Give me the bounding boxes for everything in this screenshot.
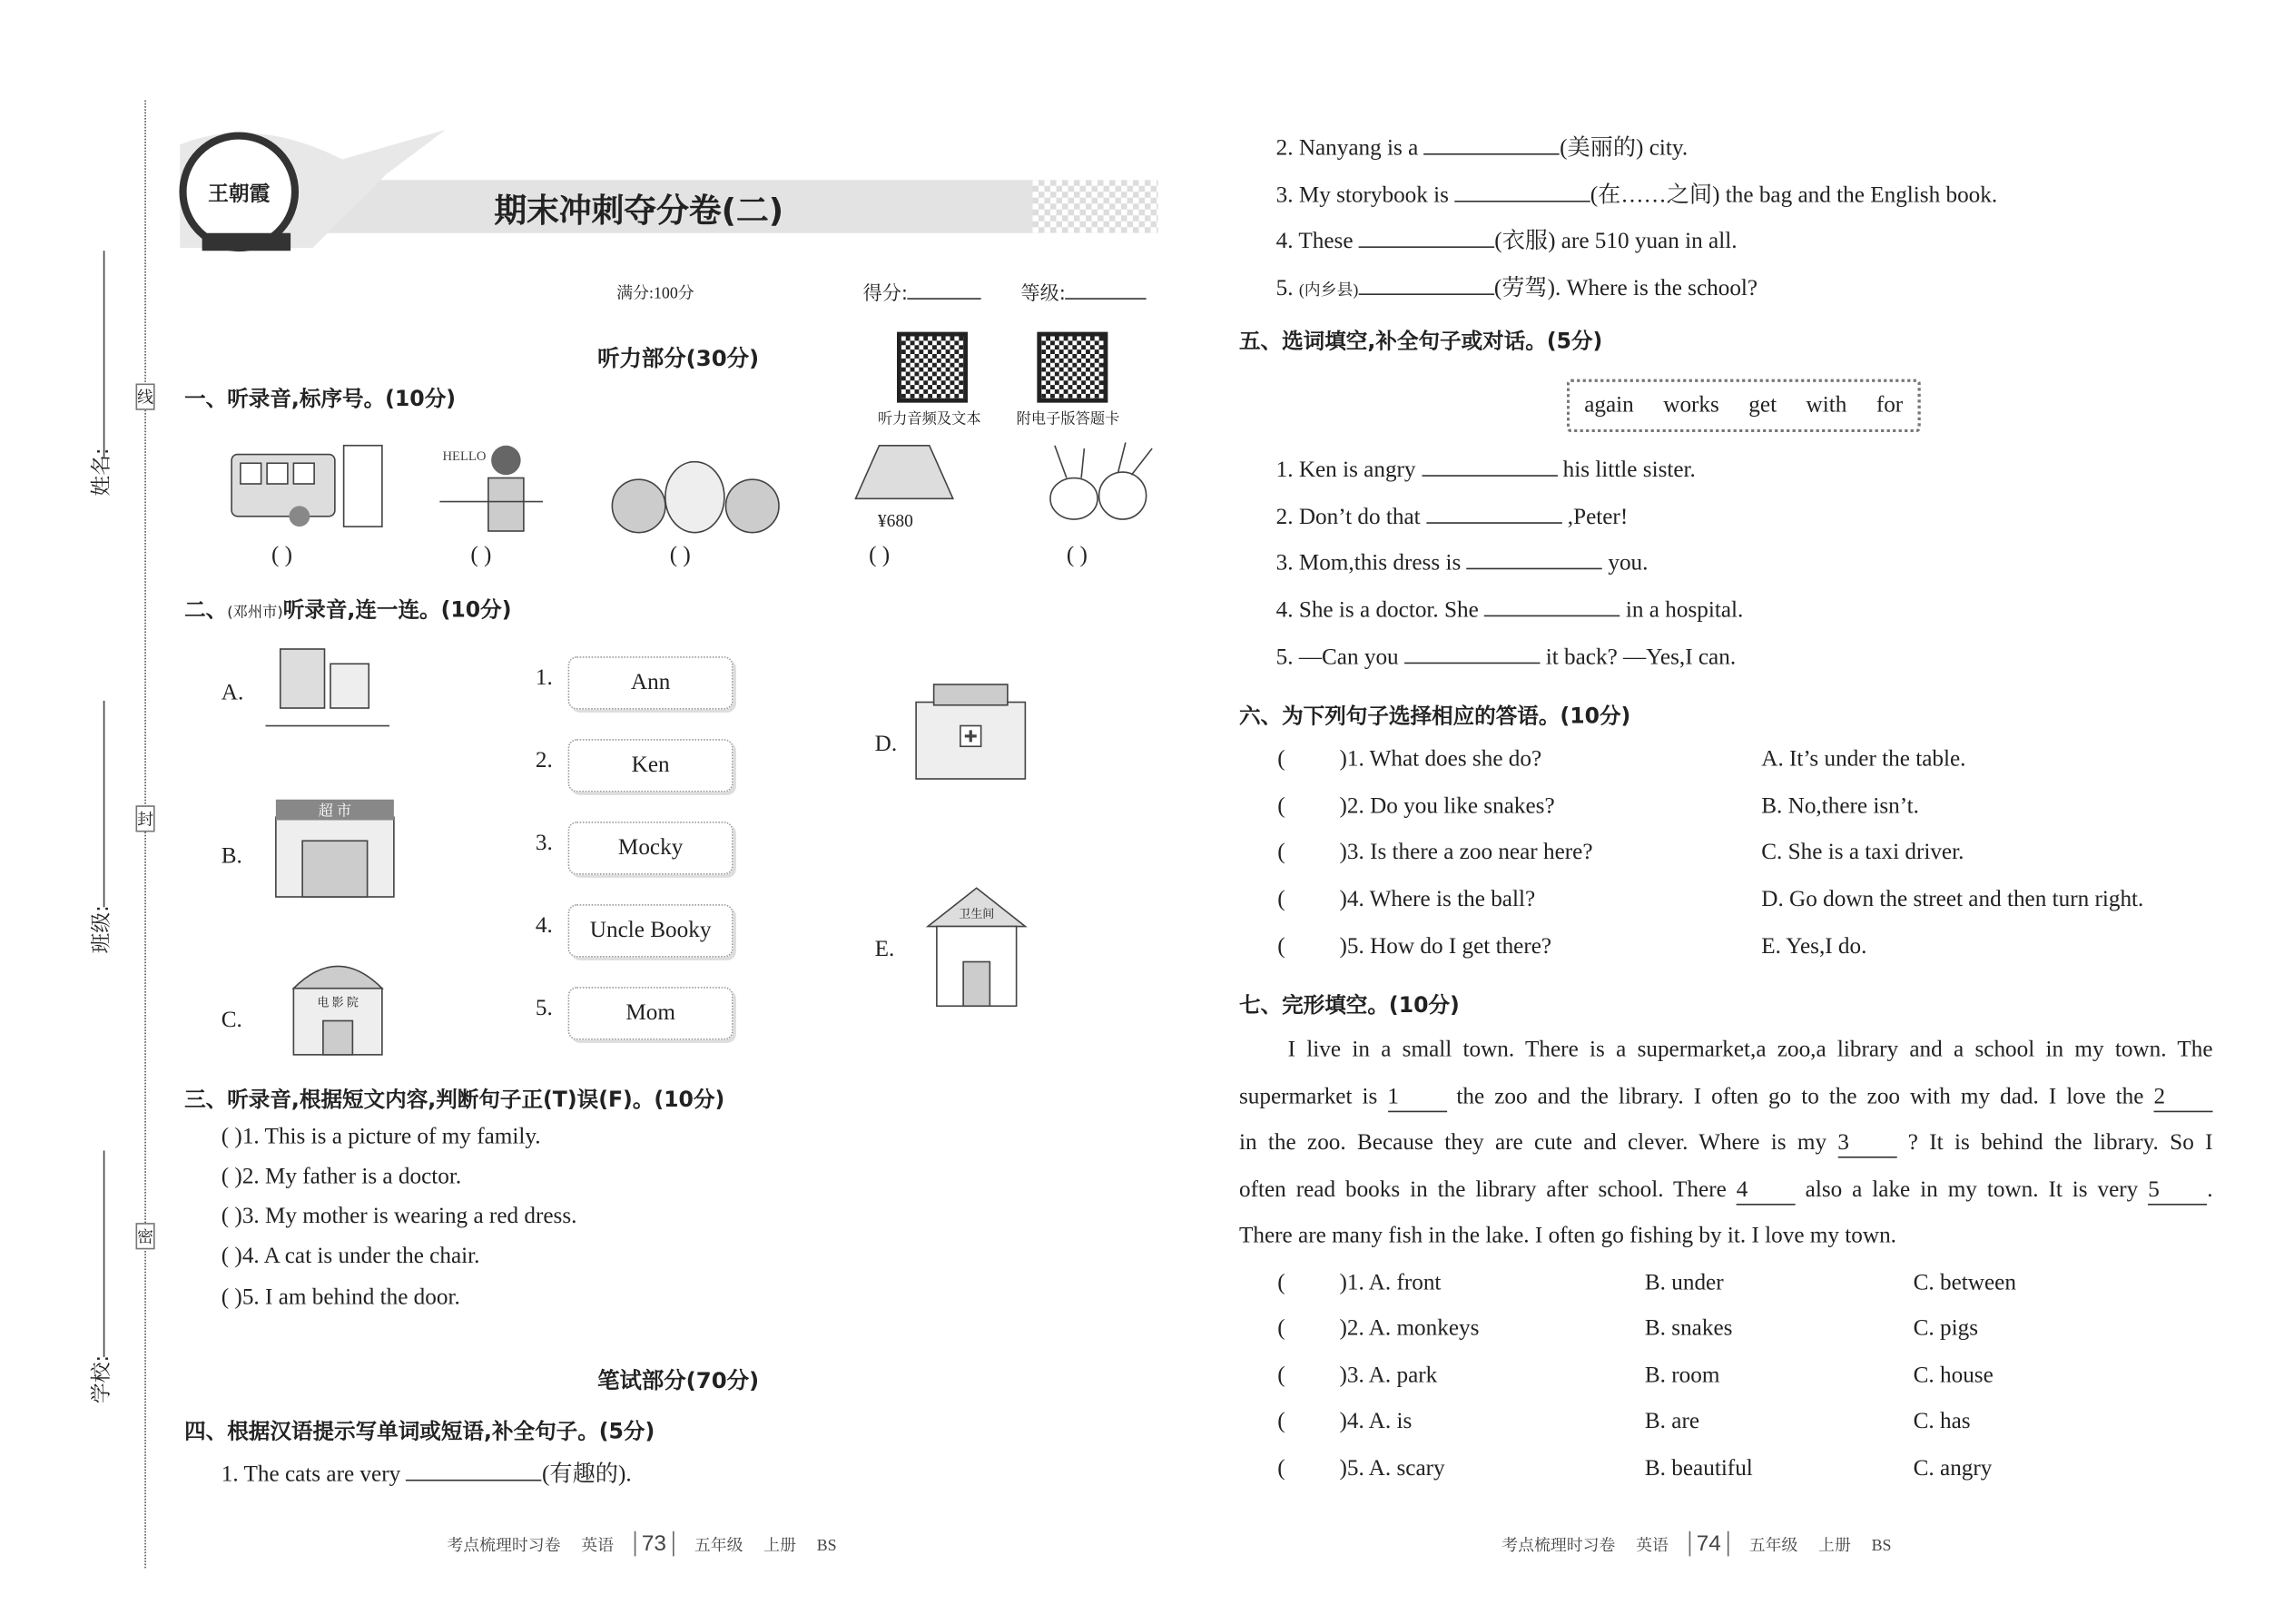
option-c: C. has xyxy=(1913,1408,1971,1434)
footer-term: 上册 xyxy=(763,1537,796,1555)
answer-blank[interactable] xyxy=(1358,276,1494,295)
answer-option: A. It’s under the table. xyxy=(1761,746,1966,772)
answer-paren[interactable]: ( xyxy=(1277,839,1285,865)
option-a: )5. A. scary xyxy=(1339,1455,1445,1481)
option-letter: C. xyxy=(221,1007,242,1033)
class-label: 班级: xyxy=(90,905,114,954)
svg-text:王朝霞: 王朝霞 xyxy=(208,182,271,206)
option-c: C. house xyxy=(1913,1363,1994,1389)
seal-char: 封 xyxy=(136,805,155,832)
cloze-text: . xyxy=(2207,1176,2213,1203)
fill-item xyxy=(1276,458,1696,484)
item-text: 1. Ken is angry xyxy=(1275,457,1422,483)
name-box-mocky[interactable]: Mocky xyxy=(568,822,733,875)
page-number: 74 xyxy=(1689,1531,1728,1557)
answer-paren[interactable]: ( xyxy=(1277,1363,1285,1389)
word-option: for xyxy=(1876,392,1904,418)
item-text: 1. The cats are very xyxy=(221,1462,407,1487)
answer-option: E. Yes,I do. xyxy=(1761,933,1867,960)
question: )5. How do I get there? xyxy=(1339,933,1552,960)
answer-option: C. She is a taxi driver. xyxy=(1761,839,1964,865)
answer-blank[interactable] xyxy=(407,1462,543,1481)
fill-item xyxy=(1276,505,1629,531)
score-field xyxy=(863,278,982,306)
page-number: 73 xyxy=(635,1531,674,1557)
answer-paren[interactable]: ( xyxy=(1277,1408,1285,1434)
answer-blank[interactable] xyxy=(1426,505,1562,524)
footer-grade: 五年级 xyxy=(694,1537,743,1555)
question: )1. What does she do? xyxy=(1339,746,1542,772)
answer-paren[interactable]: ( ) xyxy=(470,543,492,568)
word-option: with xyxy=(1806,392,1847,418)
item-hint: (有趣的). xyxy=(542,1462,632,1487)
footer-term: 上册 xyxy=(1818,1537,1851,1555)
section-4-title: 四、根据汉语提示写单词或短语,补全句子。(5分) xyxy=(184,1420,655,1444)
answer-paren[interactable]: ( xyxy=(1277,793,1285,819)
option-c: C. pigs xyxy=(1913,1315,1979,1342)
grade-field xyxy=(1021,278,1147,306)
footer-left xyxy=(447,1531,857,1557)
answer-blank[interactable] xyxy=(1484,597,1620,616)
option-a: )4. A. is xyxy=(1339,1408,1413,1434)
item-number: 4. xyxy=(535,912,553,939)
boy-hello-picture xyxy=(439,439,543,536)
region-tag: (邓州市) xyxy=(227,605,283,622)
school-line xyxy=(103,1151,105,1358)
fill-item xyxy=(1276,597,1744,624)
cut-line xyxy=(144,101,146,1569)
section-text: 听录音,连一连。(10分) xyxy=(282,598,512,623)
name-box-ann[interactable]: Ann xyxy=(568,656,733,710)
cloze-text: the zoo and the library. I often go to the zoo with my dad. I love the xyxy=(1446,1084,2154,1109)
score-label: 得分: xyxy=(862,283,909,306)
item-text: 3. Mom,this dress is xyxy=(1275,550,1467,576)
fill-item xyxy=(1276,645,1737,671)
option-a: )1. A. front xyxy=(1339,1270,1442,1295)
cloze-blank[interactable]: 4 xyxy=(1737,1177,1796,1206)
skirt-picture xyxy=(852,439,956,506)
cloze-text: also a lake in my town. It is very xyxy=(1795,1176,2149,1203)
cloze-blank[interactable]: 2 xyxy=(2154,1084,2213,1112)
cloze-text: often read books in the library after school. There xyxy=(1239,1176,1737,1203)
footer-right xyxy=(1501,1531,1912,1557)
option-letter: E. xyxy=(874,936,895,962)
option-b: B. are xyxy=(1644,1408,1700,1434)
seal-char: 密 xyxy=(136,1223,155,1249)
item-hint: (劳驾). Where is the school? xyxy=(1493,275,1758,301)
item-text: his little sister. xyxy=(1557,457,1696,483)
tf-item[interactable]: ( )4. A cat is under the chair. xyxy=(221,1243,480,1269)
item-text: it back? —Yes,I can. xyxy=(1540,645,1737,670)
item-number: 2. xyxy=(535,747,553,773)
section-6-title: 六、为下列句子选择相应的答语。(10分) xyxy=(1239,704,1631,729)
tf-item[interactable]: ( )1. This is a picture of my family. xyxy=(221,1124,541,1149)
supermarket-picture xyxy=(273,797,398,901)
toilet-sign: 卫生间 xyxy=(959,906,995,920)
item-text: in a hospital. xyxy=(1620,597,1744,623)
bus-picture xyxy=(229,443,391,535)
tf-item[interactable]: ( )2. My father is a doctor. xyxy=(221,1164,462,1189)
answer-paren[interactable]: ( ) xyxy=(669,543,691,568)
footer-series: 考点梳理时习卷 xyxy=(1501,1537,1616,1555)
seal-char: 线 xyxy=(136,384,155,410)
name-label: 姓名: xyxy=(90,448,114,497)
fill-item xyxy=(1276,550,1649,576)
footer-subject: 英语 xyxy=(581,1537,614,1555)
answer-paren[interactable]: ( xyxy=(1277,1315,1285,1342)
option-a: )2. A. monkeys xyxy=(1339,1315,1480,1342)
section-5-title: 五、选词填空,补全句子或对话。(5分) xyxy=(1239,330,1603,354)
item-number: 1. xyxy=(535,664,553,691)
option-b: B. snakes xyxy=(1644,1315,1733,1342)
fill-item xyxy=(1276,270,1757,302)
option-c: C. between xyxy=(1913,1270,2016,1295)
cloze-blank[interactable]: 5 xyxy=(2148,1177,2207,1206)
park-picture xyxy=(266,635,390,732)
grade-label: 等级: xyxy=(1020,283,1066,306)
qr-label: 听力音频及文本 xyxy=(877,411,981,428)
fill-item xyxy=(1276,130,1689,162)
banner-checker xyxy=(1033,180,1158,233)
tf-item[interactable]: ( )3. My mother is wearing a red dress. xyxy=(221,1204,577,1229)
name-box-uncle-booky[interactable]: Uncle Booky xyxy=(568,904,733,958)
question: )3. Is there a zoo near here? xyxy=(1339,839,1593,865)
footer-edition: BS xyxy=(816,1537,837,1555)
word-option: works xyxy=(1663,392,1719,418)
cloze-text: supermarket is xyxy=(1239,1084,1388,1109)
item-text: 2. Nanyang is a xyxy=(1275,135,1424,162)
fill-item xyxy=(222,1456,632,1489)
fill-item xyxy=(1276,177,1998,210)
cinema-sign: 电 影 院 xyxy=(317,995,359,1009)
item-hint: (衣服) are 510 yuan in all. xyxy=(1494,228,1738,254)
cloze-blank[interactable]: 3 xyxy=(1837,1130,1896,1158)
hello-text: HELLO xyxy=(442,449,487,464)
footer-subject: 英语 xyxy=(1636,1537,1669,1555)
name-line xyxy=(103,251,105,458)
cloze-text: I live in a small town. There is a supermarket,a zoo,a library and a school in my town. The xyxy=(1287,1037,2213,1062)
section-7-title: 七、完形填空。(10分) xyxy=(1239,994,1460,1019)
section-1-title: 一、听录音,标序号。(10分) xyxy=(184,388,457,412)
rabbits-picture xyxy=(1037,439,1157,531)
item-text: you. xyxy=(1602,550,1649,576)
item-text: 5. —Can you xyxy=(1275,645,1404,670)
cloze-text: in the zoo. Because they are cute and clever. Where is my xyxy=(1239,1129,1838,1156)
hospital-picture xyxy=(907,682,1034,785)
item-text: ,Peter! xyxy=(1561,504,1629,530)
word-bank xyxy=(1567,379,1921,433)
answer-blank[interactable] xyxy=(1404,645,1541,664)
answer-paren[interactable]: ( xyxy=(1277,1455,1285,1481)
footer-grade: 五年级 xyxy=(1748,1537,1798,1555)
cloze-blank[interactable]: 1 xyxy=(1387,1084,1446,1112)
logo xyxy=(165,115,446,263)
answer-blank[interactable] xyxy=(1454,183,1590,202)
item-text: 2. Don’t do that xyxy=(1275,504,1426,530)
section-2-title xyxy=(184,593,511,624)
answer-paren[interactable]: ( xyxy=(1277,886,1285,912)
supermarket-sign: 超 市 xyxy=(318,802,352,820)
cloze-line xyxy=(1239,1177,2213,1206)
tf-item[interactable]: ( )5. I am behind the door. xyxy=(221,1284,460,1310)
cloze-line xyxy=(1239,1130,2213,1158)
class-line xyxy=(103,701,105,908)
listening-title: 听力部分(30分) xyxy=(597,345,760,372)
item-text: 4. She is a doctor. She xyxy=(1275,597,1485,623)
item-number: 3. xyxy=(535,830,553,856)
answer-blank[interactable] xyxy=(1424,136,1561,155)
region-tag: (内乡县) xyxy=(1298,281,1359,300)
fill-item xyxy=(1276,222,1738,255)
cat-balls-picture xyxy=(609,450,782,536)
cloze-line xyxy=(1239,1084,2213,1112)
item-text: 3. My storybook is xyxy=(1275,182,1455,209)
answer-blank[interactable] xyxy=(1467,550,1603,569)
question: )4. Where is the ball? xyxy=(1339,886,1536,912)
answer-paren[interactable]: ( ) xyxy=(869,543,891,568)
section-number: 二、 xyxy=(184,598,228,623)
item-number: 5. xyxy=(535,995,553,1021)
item-hint: (美丽的) city. xyxy=(1560,135,1689,162)
cloze-line xyxy=(1239,1223,1896,1249)
school-label: 学校: xyxy=(90,1354,114,1403)
name-box-mom[interactable]: Mom xyxy=(568,987,733,1040)
toilet-picture xyxy=(922,882,1031,1009)
option-c: C. angry xyxy=(1913,1455,1993,1481)
answer-paren[interactable]: ( ) xyxy=(1066,543,1088,568)
answer-blank[interactable] xyxy=(1359,229,1495,248)
page-title: 期末冲刺夺分卷(二) xyxy=(494,192,784,231)
item-text: 4. These xyxy=(1275,228,1359,254)
word-option: get xyxy=(1748,392,1777,418)
answer-paren[interactable]: ( xyxy=(1277,746,1285,772)
answer-option: D. Go down the street and then turn right. xyxy=(1761,886,2144,912)
option-b: B. room xyxy=(1644,1363,1720,1389)
footer-series: 考点梳理时习卷 xyxy=(447,1537,561,1555)
answer-option: B. No,there isn’t. xyxy=(1761,793,1919,819)
option-b: B. under xyxy=(1644,1270,1724,1295)
name-box-ken[interactable]: Ken xyxy=(568,739,733,792)
item-text: 5. xyxy=(1275,275,1299,301)
answer-paren[interactable]: ( xyxy=(1277,1270,1285,1295)
footer-edition: BS xyxy=(1871,1537,1892,1555)
answer-paren[interactable]: ( xyxy=(1277,933,1285,960)
full-score: 满分:100分 xyxy=(616,284,694,303)
answer-blank[interactable] xyxy=(1422,458,1558,477)
option-letter: A. xyxy=(221,680,244,705)
cinema-picture xyxy=(288,944,389,1058)
option-b: B. beautiful xyxy=(1644,1455,1753,1481)
qr-code[interactable] xyxy=(1037,332,1108,403)
qr-label: 附电子版答题卡 xyxy=(1016,411,1120,428)
cloze-text: There are many fish in the lake. I often go fishing by it. I love my town. xyxy=(1239,1223,1896,1248)
qr-code[interactable] xyxy=(897,332,968,403)
cloze-text: ? It is behind the library. So I xyxy=(1896,1129,2213,1156)
answer-paren[interactable]: ( ) xyxy=(271,543,293,568)
writing-title: 笔试部分(70分) xyxy=(597,1367,760,1394)
cloze-line xyxy=(1239,1037,2213,1063)
option-letter: B. xyxy=(221,843,242,870)
option-a: )3. A. park xyxy=(1339,1363,1438,1389)
section-3-title: 三、听录音,根据短文内容,判断句子正(T)误(F)。(10分) xyxy=(184,1088,725,1113)
item-hint: (在……之间) the bag and the English book. xyxy=(1590,182,1998,209)
option-letter: D. xyxy=(874,732,898,757)
word-option: again xyxy=(1584,392,1634,418)
price-tag: ¥680 xyxy=(877,510,913,531)
question: )2. Do you like snakes? xyxy=(1339,793,1555,819)
